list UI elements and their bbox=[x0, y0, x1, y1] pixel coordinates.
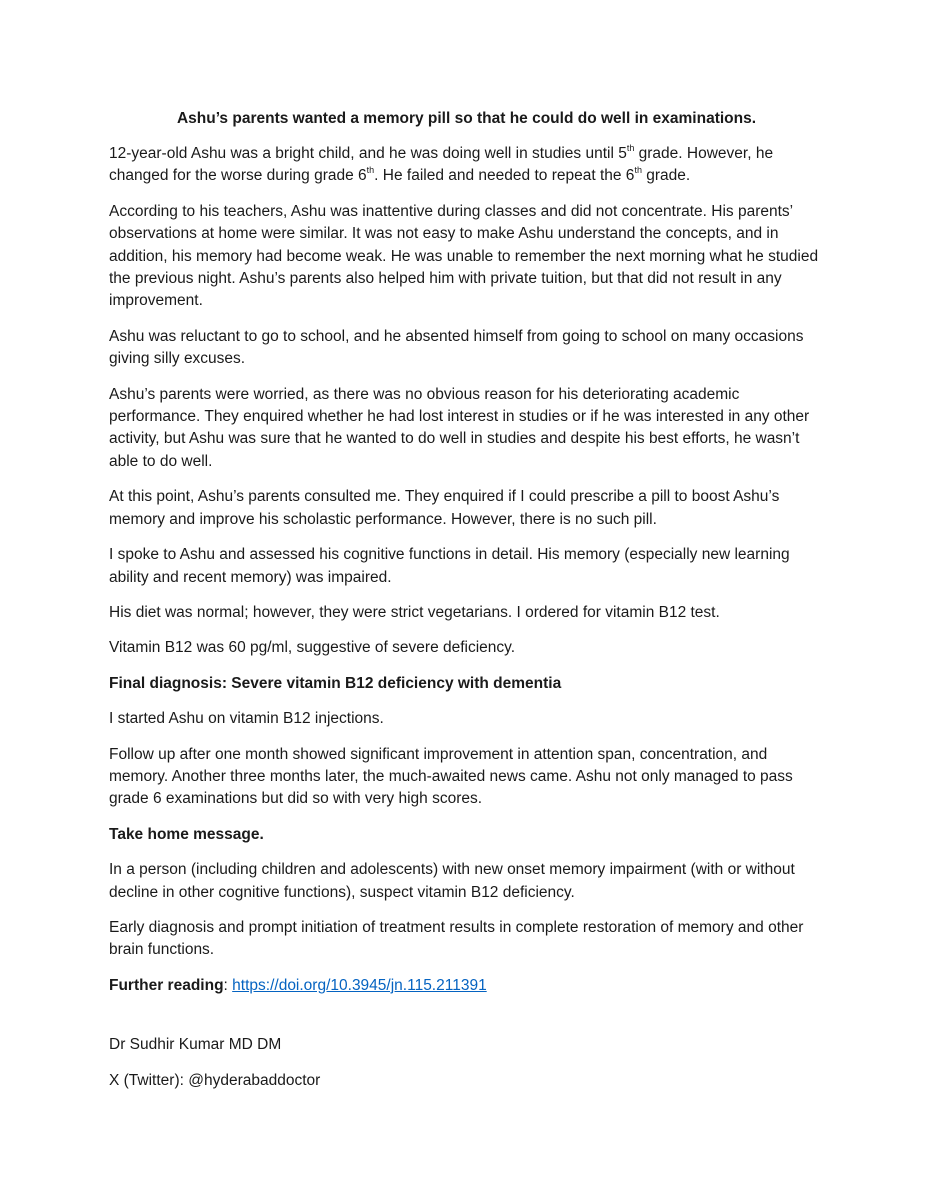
document-page bbox=[109, 108, 824, 1105]
paragraph-teachers: According to his teachers, Ashu was inattentive during classes and did not concentrate. His parents’ observations at home were similar. It was not easy to make Ashu understand the concepts, and in addition, his memory had become weak. He was unable to remember the next morning what he studied the previous night. Ashu’s parents also helped him with private tuition, but that did not result in any improvement. bbox=[109, 202, 819, 310]
paragraph-reluctant: Ashu was reluctant to go to school, and he absented himself from going to school on many occasions giving silly excuses. bbox=[109, 327, 804, 368]
document-title: Ashu’s parents wanted a memory pill so that he could do well in examinations. bbox=[176, 110, 757, 127]
paragraph-treatment: I started Ashu on vitamin B12 injections. bbox=[109, 710, 384, 728]
final-diagnosis: Final diagnosis: Severe vitamin B12 deficiency with dementia bbox=[109, 674, 562, 692]
paragraph-consulted: At this point, Ashu’s parents consulted me. They enquired if I could prescribe a pill to boost Ashu’s memory and improve his scholastic performance. However, there is no such pill. bbox=[109, 488, 780, 528]
paragraph-suspect: In a person (including children and adolescents) with new onset memory impairment (with or without decline in other cognitive functions), suspect vitamin B12 deficiency. bbox=[109, 861, 795, 901]
doi-link[interactable]: https://doi.org/10.3945/jn.115.211391 bbox=[232, 976, 487, 994]
spacer bbox=[109, 1010, 824, 1034]
take-home-heading: Take home message. bbox=[109, 825, 264, 843]
paragraph-assessment: I spoke to Ashu and assessed his cognitive functions in detail. His memory (especially new learning ability and recent memory) was impaired. bbox=[109, 546, 790, 586]
paragraph-b12-result: Vitamin B12 was 60 pg/ml, suggestive of severe deficiency. bbox=[109, 639, 516, 657]
twitter-handle: X (Twitter): @hyderabaddoctor bbox=[109, 1071, 321, 1089]
paragraph-follow-up: Follow up after one month showed significant improvement in attention span, concentration, and memory. Another three months later, the much-awaited news came. Ashu not only managed to pass grade 6 examinations but did so with very high scores. bbox=[109, 745, 793, 808]
paragraph-worried: Ashu’s parents were worried, as there was no obvious reason for his deteriorating academic performance. They enquired whether he had lost interest in studies or if he was interested in any other activity, but Ashu was sure that he wanted to do well in studies and despite his best efforts, he wasn’t able to do well. bbox=[109, 385, 810, 470]
paragraph-early-diagnosis: Early diagnosis and prompt initiation of treatment results in complete restoration of memory and other brain functions. bbox=[109, 918, 804, 959]
further-reading: Further reading: https://doi.org/10.3945/jn.115.211391 bbox=[109, 976, 487, 994]
further-reading-label: Further reading bbox=[109, 976, 224, 994]
paragraph-intro: 12-year-old Ashu was a bright child, and he was doing well in studies until 5th grade. However, he changed for the worse during grade 6th. He failed and needed to repeat the 6th grade. bbox=[109, 142, 774, 185]
author-name: Dr Sudhir Kumar MD DM bbox=[109, 1036, 282, 1054]
paragraph-diet: His diet was normal; however, they were strict vegetarians. I ordered for vitamin B12 test. bbox=[109, 603, 720, 621]
